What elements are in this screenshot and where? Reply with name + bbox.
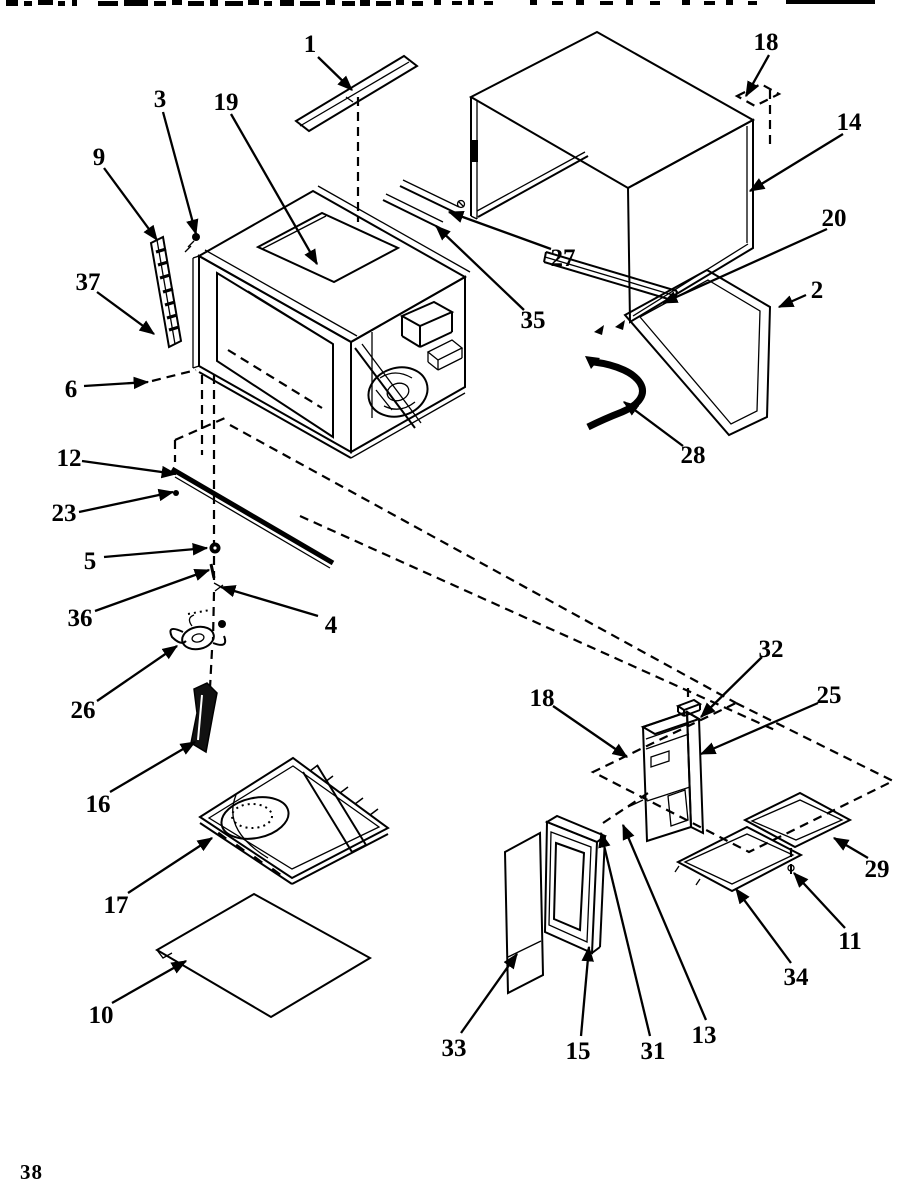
- leader-part-11: [794, 873, 845, 928]
- leader-part-5: [104, 548, 207, 557]
- callout-label-part-20: 20: [821, 205, 847, 232]
- callout-label-part-32: 32: [758, 636, 784, 663]
- callout-label-part-25: 25: [816, 682, 842, 709]
- leader-part-36: [95, 570, 209, 611]
- leader-part-17: [128, 838, 212, 893]
- assembly-alignment-dashes: [152, 370, 893, 862]
- clipped-header-text-fragments: [6, 0, 875, 6]
- callout-label-part-29: 29: [864, 856, 890, 883]
- leader-part-14: [750, 134, 843, 191]
- callout-label-part-9: 9: [92, 144, 106, 171]
- callout-label-part-16: 16: [85, 791, 111, 818]
- callout-label-part-33: 33: [441, 1035, 467, 1062]
- callout-label-part-27: 27: [550, 245, 576, 272]
- callout-label-part-14: 14: [836, 109, 862, 136]
- leader-part-9: [104, 168, 157, 240]
- callout-label-part-18-mid: 18: [529, 685, 555, 712]
- position-arrow-icon: [615, 320, 625, 330]
- callout-label-part-34: 34: [783, 964, 809, 991]
- part-15-door-frame: [545, 816, 605, 953]
- callout-label-part-5: 5: [83, 548, 97, 575]
- leader-part-37: [97, 292, 154, 334]
- callout-label-part-23: 23: [51, 500, 77, 527]
- part-1-trim-bar: [296, 56, 417, 222]
- part-11-screw: [788, 864, 794, 874]
- callout-label-part-1: 1: [303, 31, 317, 58]
- corner-screw: [192, 233, 200, 241]
- header-underline: [786, 0, 875, 4]
- callout-label-part-12: 12: [56, 445, 82, 472]
- callout-label-part-26: 26: [70, 697, 96, 724]
- leader-part-34: [736, 889, 791, 963]
- part-32-interlock-switch: [678, 688, 700, 716]
- callout-label-part-4: 4: [324, 612, 338, 639]
- callout-label-part-17: 17: [103, 892, 129, 919]
- leader-part-23: [79, 492, 173, 512]
- part-2-door-choke-frame: [625, 270, 770, 435]
- leader-part-15: [581, 947, 589, 1036]
- leader-part-4: [221, 587, 318, 616]
- part-26-stirrer-blade: [170, 615, 226, 652]
- leader-part-16: [110, 742, 195, 792]
- callout-label-part-35: 35: [520, 307, 546, 334]
- callout-label-part-10: 10: [88, 1002, 114, 1029]
- leader-part-26: [97, 646, 177, 701]
- leader-part-10: [112, 961, 186, 1003]
- leader-part-28: [624, 402, 683, 446]
- callout-label-part-6: 6: [64, 376, 78, 403]
- leader-part-29: [834, 838, 868, 858]
- leader-part-3: [163, 112, 196, 234]
- leader-part-19: [231, 114, 317, 264]
- callout-label-part-37: 37: [75, 269, 101, 296]
- callout-label-part-2: 2: [810, 277, 824, 304]
- leader-part-18-mid: [553, 706, 627, 757]
- stirrer-screw: [218, 620, 226, 628]
- part-25-control-panel: [628, 712, 703, 841]
- leader-part-6: [84, 382, 148, 386]
- rod-clip: [173, 490, 179, 496]
- callout-label-part-19: 19: [213, 89, 239, 116]
- part-34-shelf: [675, 827, 801, 891]
- part-17-base-tray: [200, 758, 388, 884]
- part-9-side-strip: [151, 237, 181, 347]
- page-number: 38: [20, 1160, 43, 1184]
- part-36-pin: [211, 564, 214, 578]
- part-28-hook: [585, 356, 642, 427]
- waveguide-cover: [258, 213, 398, 282]
- leader-part-32: [701, 657, 762, 717]
- part-33-door-panel: [505, 833, 543, 993]
- leader-part-27: [449, 212, 551, 249]
- part-16-bracket: [191, 683, 217, 752]
- leader-part-31: [601, 833, 650, 1036]
- leader-part-1: [318, 57, 352, 90]
- display-window: [651, 751, 669, 767]
- callout-label-part-3: 3: [153, 86, 167, 113]
- leader-part-18-top: [746, 55, 769, 96]
- callout-label-part-11: 11: [838, 928, 862, 955]
- position-arrow-icon: [594, 325, 604, 335]
- small-fasteners: [210, 543, 224, 592]
- callout-label-part-28: 28: [680, 442, 706, 469]
- callout-label-part-36: 36: [67, 605, 93, 632]
- chassis-cavity-assembly: [185, 180, 470, 458]
- part-18-top-clip: [737, 84, 779, 148]
- part-10-base-plate: [157, 894, 370, 1017]
- capacitor: [428, 340, 462, 360]
- part-14-outer-case: [470, 32, 753, 335]
- callout-label-part-18-top: 18: [753, 29, 779, 56]
- transformer: [402, 302, 452, 326]
- callout-label-part-13: 13: [691, 1022, 717, 1049]
- part-12-support-rod: [172, 469, 333, 568]
- callout-label-part-31: 31: [640, 1038, 666, 1065]
- callout-label-part-15: 15: [565, 1038, 591, 1065]
- leader-part-2: [779, 295, 806, 307]
- leader-part-12: [82, 461, 176, 474]
